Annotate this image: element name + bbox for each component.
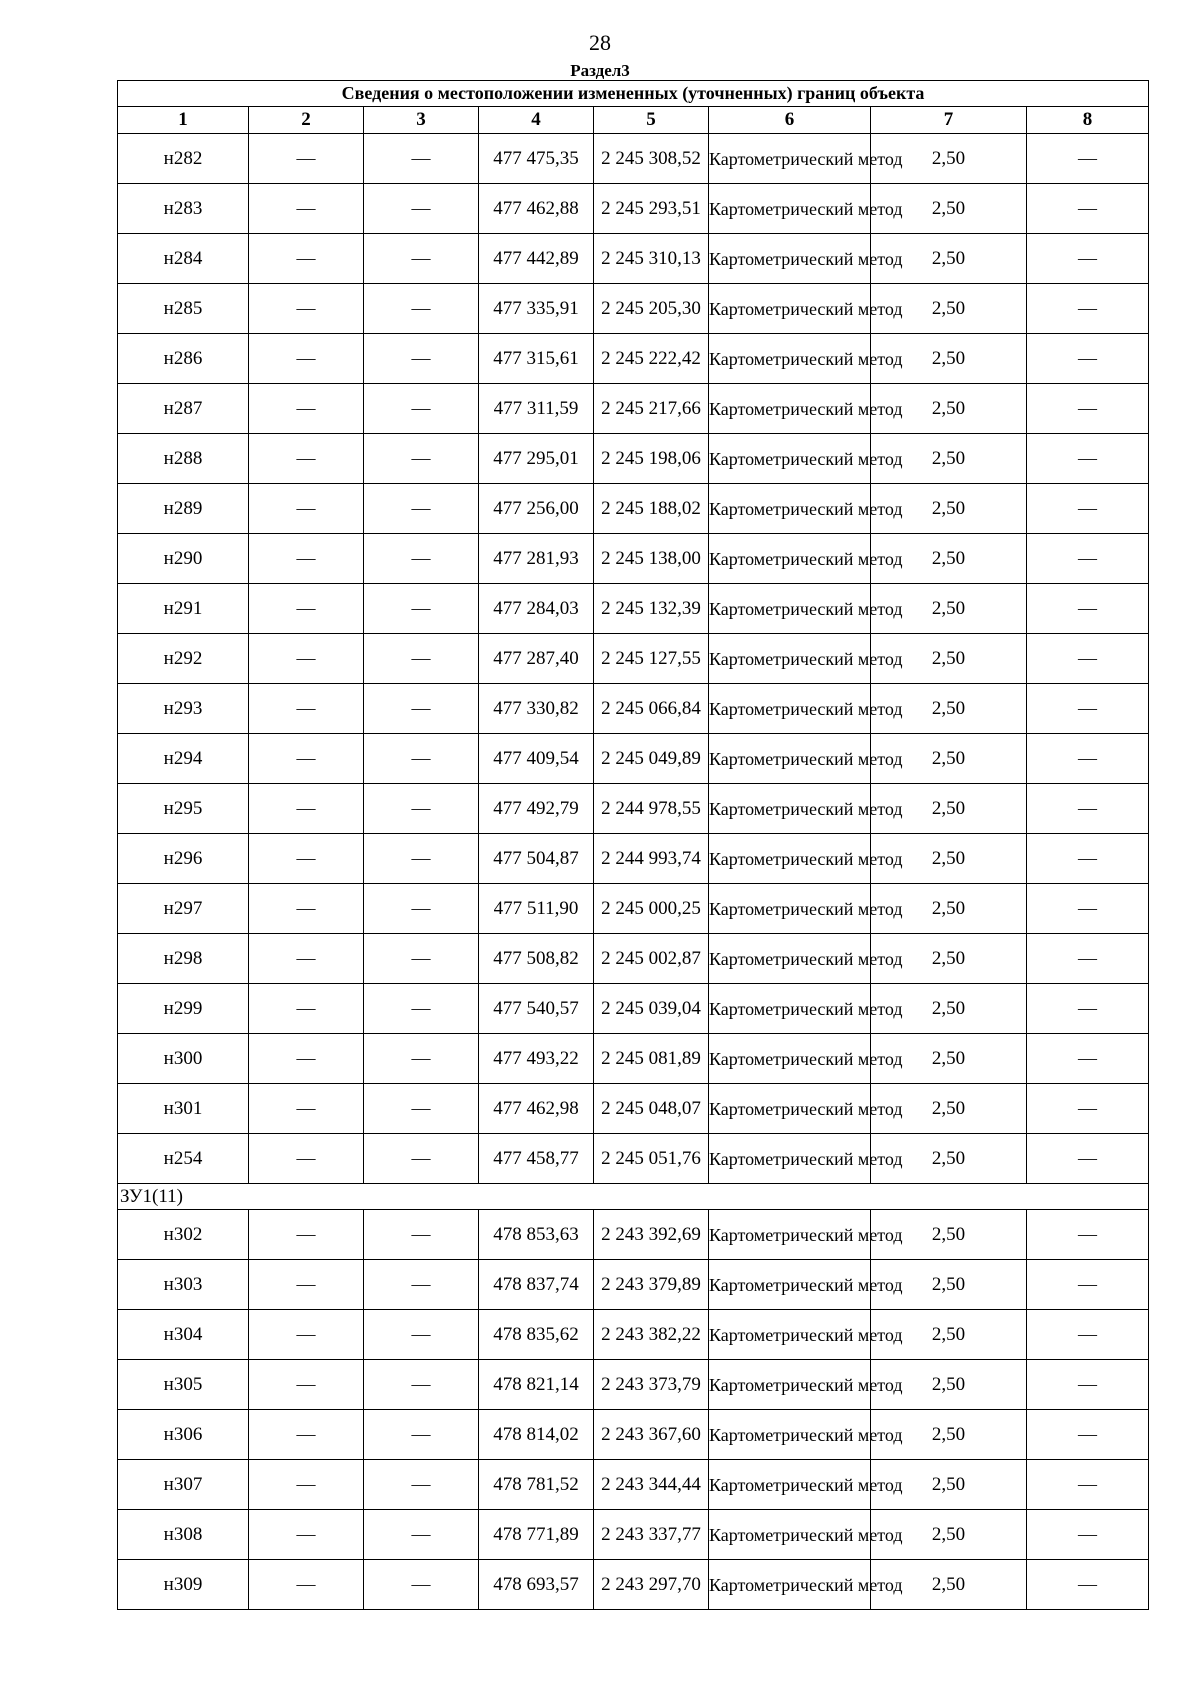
column-8-cell: —	[1027, 1560, 1149, 1610]
y-coordinate-cell: 2 245 081,89	[594, 1034, 709, 1084]
y-coordinate-cell: 2 243 379,89	[594, 1260, 709, 1310]
table-row	[118, 1360, 1149, 1410]
x-coordinate-cell: 477 311,59	[479, 384, 594, 434]
y-coordinate-cell: 2 245 049,89	[594, 734, 709, 784]
column-8-cell: —	[1027, 534, 1149, 584]
column-number-cell: 3	[364, 107, 479, 134]
method-cell: Картометрический метод	[709, 1310, 871, 1360]
point-cell: н285	[118, 284, 249, 334]
table-row	[118, 534, 1149, 584]
accuracy-cell: 2,50	[871, 584, 1027, 634]
x-coordinate-cell: 477 315,61	[479, 334, 594, 384]
y-coordinate-cell: 2 245 205,30	[594, 284, 709, 334]
column-number-cell: 7	[871, 107, 1027, 134]
x-coordinate-cell: 477 281,93	[479, 534, 594, 584]
method-cell: Картометрический метод	[709, 834, 871, 884]
y-coordinate-cell: 2 243 297,70	[594, 1560, 709, 1610]
point-cell: н307	[118, 1460, 249, 1510]
method-cell: Картометрический метод	[709, 234, 871, 284]
accuracy-cell: 2,50	[871, 1260, 1027, 1310]
point-cell: н298	[118, 934, 249, 984]
column-8-cell: —	[1027, 934, 1149, 984]
y-coordinate-cell: 2 245 310,13	[594, 234, 709, 284]
method-cell: Картометрический метод	[709, 1460, 871, 1510]
column-8-cell: —	[1027, 1410, 1149, 1460]
x-coordinate-cell: 477 330,82	[479, 684, 594, 734]
column-2-cell: —	[249, 734, 364, 784]
column-3-cell: —	[364, 1260, 479, 1310]
column-2-cell: —	[249, 684, 364, 734]
y-coordinate-cell: 2 243 344,44	[594, 1460, 709, 1510]
table-row	[118, 1310, 1149, 1360]
table-row	[118, 784, 1149, 834]
column-8-cell: —	[1027, 734, 1149, 784]
table-row	[118, 834, 1149, 884]
table-row	[118, 484, 1149, 534]
y-coordinate-cell: 2 245 217,66	[594, 384, 709, 434]
y-coordinate-cell: 2 245 039,04	[594, 984, 709, 1034]
y-coordinate-cell: 2 245 002,87	[594, 934, 709, 984]
column-3-cell: —	[364, 734, 479, 784]
table-row	[118, 1134, 1149, 1184]
column-8-cell: —	[1027, 1034, 1149, 1084]
table-row	[118, 1084, 1149, 1134]
column-8-cell: —	[1027, 1310, 1149, 1360]
column-3-cell: —	[364, 684, 479, 734]
point-cell: н291	[118, 584, 249, 634]
point-cell: н286	[118, 334, 249, 384]
table-row	[118, 1510, 1149, 1560]
column-3-cell: —	[364, 1560, 479, 1610]
method-cell: Картометрический метод	[709, 1360, 871, 1410]
accuracy-cell: 2,50	[871, 934, 1027, 984]
x-coordinate-cell: 477 458,77	[479, 1134, 594, 1184]
boundary-coordinates-table	[117, 80, 1149, 1610]
point-cell: н289	[118, 484, 249, 534]
y-coordinate-cell: 2 245 138,00	[594, 534, 709, 584]
column-8-cell: —	[1027, 1260, 1149, 1310]
column-2-cell: —	[249, 1560, 364, 1610]
column-2-cell: —	[249, 984, 364, 1034]
column-3-cell: —	[364, 1134, 479, 1184]
column-number-cell: 6	[709, 107, 871, 134]
x-coordinate-cell: 477 409,54	[479, 734, 594, 784]
x-coordinate-cell: 478 771,89	[479, 1510, 594, 1560]
y-coordinate-cell: 2 245 000,25	[594, 884, 709, 934]
column-8-cell: —	[1027, 484, 1149, 534]
accuracy-cell: 2,50	[871, 1084, 1027, 1134]
point-cell: н305	[118, 1360, 249, 1410]
column-2-cell: —	[249, 334, 364, 384]
column-3-cell: —	[364, 1310, 479, 1360]
point-cell: н308	[118, 1510, 249, 1560]
column-3-cell: —	[364, 1410, 479, 1460]
x-coordinate-cell: 477 335,91	[479, 284, 594, 334]
group-label: ЗУ1(11)	[118, 1184, 1149, 1210]
method-cell: Картометрический метод	[709, 1134, 871, 1184]
column-8-cell: —	[1027, 1084, 1149, 1134]
column-2-cell: —	[249, 584, 364, 634]
column-2-cell: —	[249, 534, 364, 584]
method-cell: Картометрический метод	[709, 334, 871, 384]
accuracy-cell: 2,50	[871, 334, 1027, 384]
x-coordinate-cell: 478 837,74	[479, 1260, 594, 1310]
point-cell: н254	[118, 1134, 249, 1184]
method-cell: Картометрический метод	[709, 134, 871, 184]
column-3-cell: —	[364, 1034, 479, 1084]
column-8-cell: —	[1027, 984, 1149, 1034]
point-cell: н294	[118, 734, 249, 784]
table-row	[118, 1210, 1149, 1260]
method-cell: Картометрический метод	[709, 1210, 871, 1260]
column-3-cell: —	[364, 634, 479, 684]
column-3-cell: —	[364, 1360, 479, 1410]
accuracy-cell: 2,50	[871, 1310, 1027, 1360]
method-cell: Картометрический метод	[709, 434, 871, 484]
section-title: Раздел3	[570, 61, 630, 80]
accuracy-cell: 2,50	[871, 234, 1027, 284]
y-coordinate-cell: 2 245 222,42	[594, 334, 709, 384]
table-row	[118, 184, 1149, 234]
point-cell: н290	[118, 534, 249, 584]
y-coordinate-cell: 2 243 382,22	[594, 1310, 709, 1360]
table-row	[118, 634, 1149, 684]
column-2-cell: —	[249, 284, 364, 334]
accuracy-cell: 2,50	[871, 534, 1027, 584]
y-coordinate-cell: 2 245 127,55	[594, 634, 709, 684]
x-coordinate-cell: 478 821,14	[479, 1360, 594, 1410]
column-8-cell: —	[1027, 1134, 1149, 1184]
column-3-cell: —	[364, 584, 479, 634]
method-cell: Картометрический метод	[709, 984, 871, 1034]
column-8-cell: —	[1027, 134, 1149, 184]
column-2-cell: —	[249, 1310, 364, 1360]
group-row	[118, 1184, 1149, 1210]
x-coordinate-cell: 477 287,40	[479, 634, 594, 684]
column-3-cell: —	[364, 484, 479, 534]
y-coordinate-cell: 2 245 308,52	[594, 134, 709, 184]
column-3-cell: —	[364, 1084, 479, 1134]
table-body	[118, 81, 1149, 1610]
point-cell: н292	[118, 634, 249, 684]
accuracy-cell: 2,50	[871, 634, 1027, 684]
method-cell: Картометрический метод	[709, 734, 871, 784]
column-3-cell: —	[364, 834, 479, 884]
y-coordinate-cell: 2 243 392,69	[594, 1210, 709, 1260]
column-3-cell: —	[364, 334, 479, 384]
accuracy-cell: 2,50	[871, 484, 1027, 534]
accuracy-cell: 2,50	[871, 884, 1027, 934]
y-coordinate-cell: 2 243 337,77	[594, 1510, 709, 1560]
point-cell: н299	[118, 984, 249, 1034]
column-8-cell: —	[1027, 284, 1149, 334]
method-cell: Картометрический метод	[709, 684, 871, 734]
table-row	[118, 284, 1149, 334]
method-cell: Картометрический метод	[709, 534, 871, 584]
method-cell: Картометрический метод	[709, 1260, 871, 1310]
accuracy-cell: 2,50	[871, 984, 1027, 1034]
column-2-cell: —	[249, 834, 364, 884]
point-cell: н287	[118, 384, 249, 434]
table-row	[118, 884, 1149, 934]
accuracy-cell: 2,50	[871, 834, 1027, 884]
column-number-row	[118, 107, 1149, 134]
point-cell: н295	[118, 784, 249, 834]
y-coordinate-cell: 2 245 051,76	[594, 1134, 709, 1184]
point-cell: н282	[118, 134, 249, 184]
method-cell: Картометрический метод	[709, 1510, 871, 1560]
method-cell: Картометрический метод	[709, 884, 871, 934]
x-coordinate-cell: 478 781,52	[479, 1460, 594, 1510]
y-coordinate-cell: 2 245 198,06	[594, 434, 709, 484]
table-row	[118, 1034, 1149, 1084]
accuracy-cell: 2,50	[871, 1034, 1027, 1084]
column-2-cell: —	[249, 484, 364, 534]
table-row	[118, 1460, 1149, 1510]
point-cell: н293	[118, 684, 249, 734]
column-3-cell: —	[364, 534, 479, 584]
column-2-cell: —	[249, 884, 364, 934]
column-2-cell: —	[249, 234, 364, 284]
column-2-cell: —	[249, 134, 364, 184]
point-cell: н301	[118, 1084, 249, 1134]
accuracy-cell: 2,50	[871, 784, 1027, 834]
column-8-cell: —	[1027, 434, 1149, 484]
table-row	[118, 734, 1149, 784]
accuracy-cell: 2,50	[871, 1360, 1027, 1410]
x-coordinate-cell: 477 508,82	[479, 934, 594, 984]
point-cell: н304	[118, 1310, 249, 1360]
x-coordinate-cell: 477 493,22	[479, 1034, 594, 1084]
column-2-cell: —	[249, 1410, 364, 1460]
column-3-cell: —	[364, 1510, 479, 1560]
x-coordinate-cell: 478 693,57	[479, 1560, 594, 1610]
accuracy-cell: 2,50	[871, 184, 1027, 234]
x-coordinate-cell: 477 295,01	[479, 434, 594, 484]
point-cell: н300	[118, 1034, 249, 1084]
column-2-cell: —	[249, 1034, 364, 1084]
column-3-cell: —	[364, 434, 479, 484]
method-cell: Картометрический метод	[709, 584, 871, 634]
column-8-cell: —	[1027, 884, 1149, 934]
x-coordinate-cell: 478 814,02	[479, 1410, 594, 1460]
method-cell: Картометрический метод	[709, 284, 871, 334]
column-number-cell: 5	[594, 107, 709, 134]
x-coordinate-cell: 477 256,00	[479, 484, 594, 534]
accuracy-cell: 2,50	[871, 1210, 1027, 1260]
y-coordinate-cell: 2 245 048,07	[594, 1084, 709, 1134]
method-cell: Картометрический метод	[709, 634, 871, 684]
column-3-cell: —	[364, 284, 479, 334]
column-8-cell: —	[1027, 684, 1149, 734]
column-8-cell: —	[1027, 834, 1149, 884]
column-number-cell: 4	[479, 107, 594, 134]
table-caption: Сведения о местоположении измененных (уточненных) границ объекта	[118, 81, 1149, 107]
point-cell: н302	[118, 1210, 249, 1260]
table-row	[118, 684, 1149, 734]
column-8-cell: —	[1027, 234, 1149, 284]
method-cell: Картометрический метод	[709, 934, 871, 984]
accuracy-cell: 2,50	[871, 1460, 1027, 1510]
y-coordinate-cell: 2 245 066,84	[594, 684, 709, 734]
accuracy-cell: 2,50	[871, 1510, 1027, 1560]
column-8-cell: —	[1027, 1360, 1149, 1410]
column-2-cell: —	[249, 784, 364, 834]
column-8-cell: —	[1027, 584, 1149, 634]
x-coordinate-cell: 477 492,79	[479, 784, 594, 834]
x-coordinate-cell: 477 284,03	[479, 584, 594, 634]
accuracy-cell: 2,50	[871, 1134, 1027, 1184]
method-cell: Картометрический метод	[709, 1034, 871, 1084]
column-3-cell: —	[364, 384, 479, 434]
column-3-cell: —	[364, 884, 479, 934]
table-row	[118, 1410, 1149, 1460]
accuracy-cell: 2,50	[871, 284, 1027, 334]
column-3-cell: —	[364, 184, 479, 234]
column-2-cell: —	[249, 1360, 364, 1410]
point-cell: н303	[118, 1260, 249, 1310]
column-2-cell: —	[249, 384, 364, 434]
column-3-cell: —	[364, 784, 479, 834]
column-8-cell: —	[1027, 334, 1149, 384]
table-row	[118, 1260, 1149, 1310]
column-8-cell: —	[1027, 384, 1149, 434]
column-number-cell: 1	[118, 107, 249, 134]
column-2-cell: —	[249, 1510, 364, 1560]
column-number-cell: 8	[1027, 107, 1149, 134]
method-cell: Картометрический метод	[709, 484, 871, 534]
column-2-cell: —	[249, 1210, 364, 1260]
table-row	[118, 434, 1149, 484]
x-coordinate-cell: 477 462,98	[479, 1084, 594, 1134]
accuracy-cell: 2,50	[871, 434, 1027, 484]
accuracy-cell: 2,50	[871, 1410, 1027, 1460]
column-2-cell: —	[249, 1084, 364, 1134]
column-8-cell: —	[1027, 634, 1149, 684]
table-row	[118, 584, 1149, 634]
column-2-cell: —	[249, 1460, 364, 1510]
column-3-cell: —	[364, 1460, 479, 1510]
column-8-cell: —	[1027, 184, 1149, 234]
table-row	[118, 334, 1149, 384]
table-row	[118, 134, 1149, 184]
column-8-cell: —	[1027, 784, 1149, 834]
x-coordinate-cell: 477 511,90	[479, 884, 594, 934]
point-cell: н297	[118, 884, 249, 934]
y-coordinate-cell: 2 245 293,51	[594, 184, 709, 234]
column-3-cell: —	[364, 234, 479, 284]
y-coordinate-cell: 2 245 132,39	[594, 584, 709, 634]
point-cell: н306	[118, 1410, 249, 1460]
x-coordinate-cell: 478 835,62	[479, 1310, 594, 1360]
x-coordinate-cell: 477 504,87	[479, 834, 594, 884]
method-cell: Картометрический метод	[709, 1560, 871, 1610]
accuracy-cell: 2,50	[871, 734, 1027, 784]
table-row	[118, 934, 1149, 984]
method-cell: Картометрический метод	[709, 184, 871, 234]
column-8-cell: —	[1027, 1460, 1149, 1510]
x-coordinate-cell: 477 442,89	[479, 234, 594, 284]
table-row	[118, 1560, 1149, 1610]
accuracy-cell: 2,50	[871, 1560, 1027, 1610]
column-3-cell: —	[364, 984, 479, 1034]
y-coordinate-cell: 2 244 978,55	[594, 784, 709, 834]
page-number: 28	[589, 30, 611, 55]
column-number-cell: 2	[249, 107, 364, 134]
accuracy-cell: 2,50	[871, 384, 1027, 434]
table-row	[118, 384, 1149, 434]
table-row	[118, 234, 1149, 284]
point-cell: н296	[118, 834, 249, 884]
point-cell: н288	[118, 434, 249, 484]
column-2-cell: —	[249, 1260, 364, 1310]
column-3-cell: —	[364, 1210, 479, 1260]
accuracy-cell: 2,50	[871, 134, 1027, 184]
column-3-cell: —	[364, 934, 479, 984]
x-coordinate-cell: 477 475,35	[479, 134, 594, 184]
table-caption-row	[118, 81, 1149, 107]
method-cell: Картометрический метод	[709, 384, 871, 434]
point-cell: н283	[118, 184, 249, 234]
x-coordinate-cell: 477 462,88	[479, 184, 594, 234]
column-2-cell: —	[249, 184, 364, 234]
column-3-cell: —	[364, 134, 479, 184]
accuracy-cell: 2,50	[871, 684, 1027, 734]
table-row	[118, 984, 1149, 1034]
method-cell: Картометрический метод	[709, 1410, 871, 1460]
point-cell: н309	[118, 1560, 249, 1610]
y-coordinate-cell: 2 245 188,02	[594, 484, 709, 534]
method-cell: Картометрический метод	[709, 784, 871, 834]
column-2-cell: —	[249, 634, 364, 684]
x-coordinate-cell: 478 853,63	[479, 1210, 594, 1260]
y-coordinate-cell: 2 244 993,74	[594, 834, 709, 884]
column-8-cell: —	[1027, 1510, 1149, 1560]
column-2-cell: —	[249, 934, 364, 984]
y-coordinate-cell: 2 243 373,79	[594, 1360, 709, 1410]
column-2-cell: —	[249, 1134, 364, 1184]
point-cell: н284	[118, 234, 249, 284]
y-coordinate-cell: 2 243 367,60	[594, 1410, 709, 1460]
column-2-cell: —	[249, 434, 364, 484]
method-cell: Картометрический метод	[709, 1084, 871, 1134]
x-coordinate-cell: 477 540,57	[479, 984, 594, 1034]
column-8-cell: —	[1027, 1210, 1149, 1260]
